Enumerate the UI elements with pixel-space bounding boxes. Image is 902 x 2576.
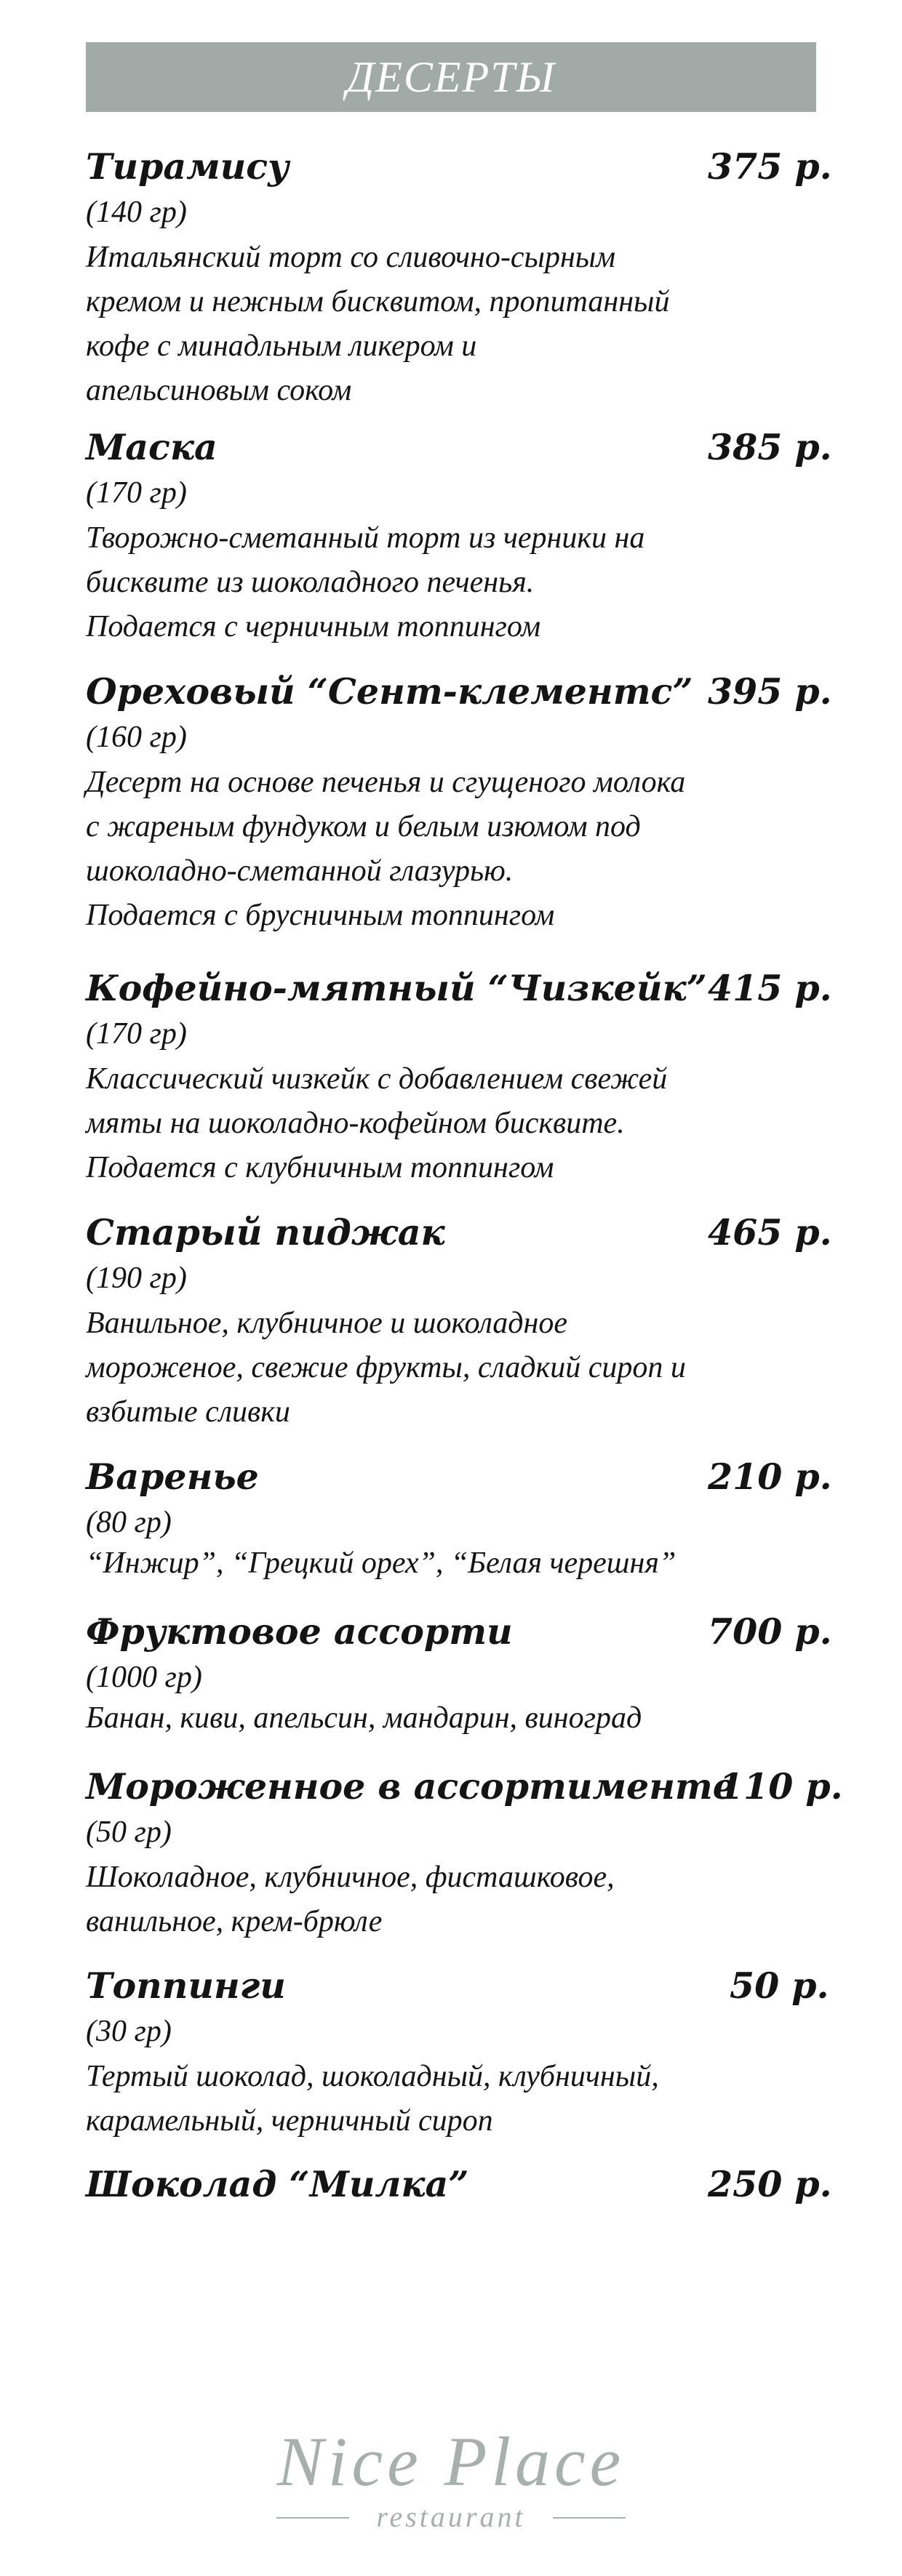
item-price: 465 р. — [708, 1211, 832, 1253]
item-description: Творожно-сметанный торт из черники на бисквите из шоколадного печенья. Подается с черничным топпингом — [86, 521, 645, 643]
item-name: Топпинги — [86, 1965, 286, 2007]
item-weight: (190 гр) — [86, 1261, 187, 1295]
item-price: 415 р. — [708, 967, 832, 1009]
item-price: 375 р. — [708, 145, 832, 188]
item-name: Фруктовое ассорти — [86, 1610, 513, 1653]
item-price: 395 р. — [708, 670, 832, 713]
item-description: Банан, киви, апельсин, мандарин, виноград — [86, 1701, 642, 1735]
item-description: Ванильное, клубничное и шоколадное мороженое, свежие фрукты, сладкий сироп и взбитые сливки — [86, 1307, 686, 1429]
item-price: 250 р. — [708, 2163, 832, 2205]
item-description: Десерт на основе печенья и сгущеного молока с жареным фундуком и белым изюмом под шоколадно-сметанной глазурью. Подается с брусничным топпингом — [86, 766, 686, 932]
item-weight: (170 гр) — [86, 476, 187, 510]
item-name: Кофейно-мятный “Чизкейк” — [86, 967, 707, 1009]
item-description: Шоколадное, клубничное, фисташковое, ванильное, крем-брюле — [86, 1861, 615, 1938]
item-name: Мороженное в ассортименте — [86, 1765, 735, 1807]
item-description: Классический чизкейк с добавлением свежей мяты на шоколадно-кофейном бисквите. Подается с клубничным топпингом — [86, 1062, 668, 1184]
item-description: Тертый шоколад, шоколадный, клубничный, карамельный, черничный сироп — [86, 2060, 659, 2138]
item-weight: (170 гр) — [86, 1017, 187, 1051]
item-price: 210 р. — [708, 1456, 832, 1498]
item-name: Шоколад “Милка” — [86, 2163, 469, 2205]
item-name: Маска — [86, 426, 217, 468]
logo-wordmark: Nice Place — [276, 2423, 626, 2500]
item-weight: (1000 гр) — [86, 1661, 202, 1694]
section-header — [86, 42, 816, 112]
item-weight: (80 гр) — [86, 1506, 172, 1539]
item-price: 385 р. — [708, 426, 832, 468]
item-weight: (30 гр) — [86, 2015, 172, 2048]
restaurant-logo — [218, 2421, 684, 2537]
item-name: Тирамису — [86, 145, 290, 188]
item-weight: (140 гр) — [86, 196, 187, 229]
item-weight: (50 гр) — [86, 1815, 172, 1849]
section-title: ДЕСЕРТЫ — [346, 52, 556, 101]
item-description: Итальянский торт со сливочно-сырным кремом и нежным бисквитом, пропитанный кофе с минадльным ликером и апельсиновым соком — [86, 241, 670, 407]
item-description: “Инжир”, “Грецкий орех”, “Белая черешня” — [86, 1546, 676, 1580]
item-price: 110 р. — [719, 1765, 843, 1807]
item-weight: (160 гр) — [86, 721, 187, 754]
item-price: 700 р. — [708, 1610, 832, 1653]
item-price: 50 р. — [730, 1965, 829, 2007]
item-name: Варенье — [86, 1456, 259, 1498]
item-name: Старый пиджак — [86, 1211, 445, 1253]
logo-subtitle: restaurant — [376, 2500, 526, 2533]
item-name: Ореховый “Сент-клементс” — [86, 670, 693, 713]
logo-divider-right — [553, 2517, 626, 2519]
